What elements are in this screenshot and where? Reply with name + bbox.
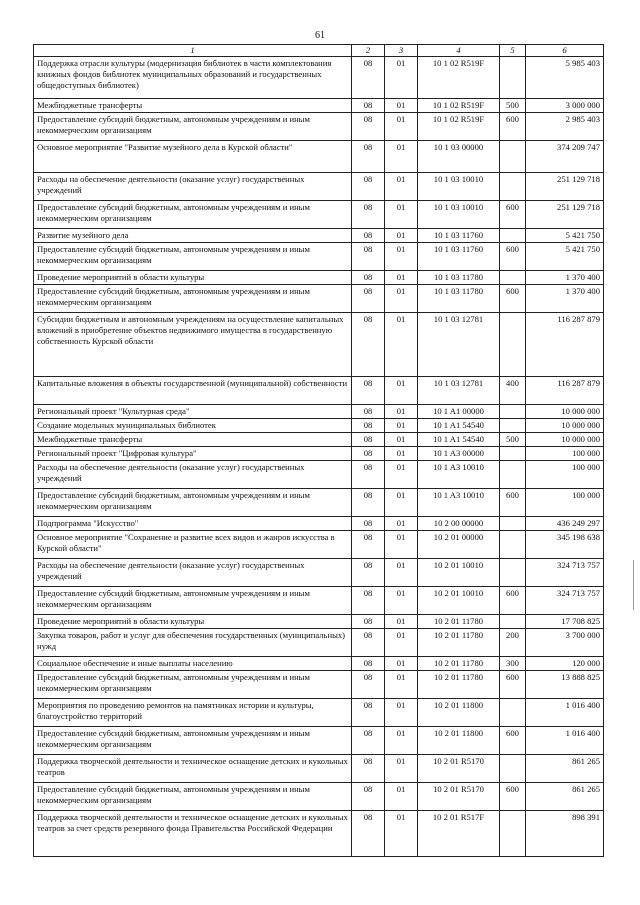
- table-row: [34, 271, 604, 285]
- row-section-cell: 08: [352, 99, 385, 113]
- table-row: [34, 447, 604, 461]
- row-section-cell: 08: [352, 517, 385, 531]
- row-expense-type-cell: 600: [500, 587, 526, 615]
- row-subsection-cell: 01: [385, 243, 418, 271]
- row-subsection-cell: 01: [385, 377, 418, 405]
- row-amount-cell: 1 370 400: [526, 285, 604, 313]
- row-subsection-cell: 01: [385, 229, 418, 243]
- row-subsection-cell: 01: [385, 313, 418, 377]
- row-amount-cell: 100 000: [526, 461, 604, 489]
- row-amount-cell: 120 000: [526, 657, 604, 671]
- row-name-cell: Поддержка творческой деятельности и техническое оснащение детских и кукольных театров за счет средств резервного фонда Правительства Российской Федерации: [34, 811, 352, 857]
- row-amount-cell: 10 000 000: [526, 419, 604, 433]
- row-section-cell: 08: [352, 313, 385, 377]
- row-name-cell: Предоставление субсидий бюджетным, автономным учреждениям и иным некоммерческим организациям: [34, 201, 352, 229]
- row-target-article-cell: 10 2 01 10010: [418, 587, 500, 615]
- row-subsection-cell: 01: [385, 141, 418, 173]
- row-amount-cell: 10 000 000: [526, 433, 604, 447]
- row-subsection-cell: 01: [385, 727, 418, 755]
- table-row: [34, 99, 604, 113]
- row-target-article-cell: 10 2 01 R5170: [418, 755, 500, 783]
- row-amount-cell: 5 421 750: [526, 243, 604, 271]
- row-subsection-cell: 01: [385, 783, 418, 811]
- row-section-cell: 08: [352, 433, 385, 447]
- row-name-cell: Межбюджетные трансферты: [34, 99, 352, 113]
- row-target-article-cell: 10 2 01 00000: [418, 531, 500, 559]
- row-expense-type-cell: 500: [500, 99, 526, 113]
- row-name-cell: Подпрограмма "Искусство": [34, 517, 352, 531]
- row-amount-cell: 1 370 400: [526, 271, 604, 285]
- row-target-article-cell: 10 2 01 11780: [418, 657, 500, 671]
- table-row: [34, 629, 604, 657]
- row-amount-cell: 5 985 403: [526, 57, 604, 99]
- row-expense-type-cell: [500, 461, 526, 489]
- table-row: [34, 489, 604, 517]
- row-expense-type-cell: [500, 811, 526, 857]
- table-row: [34, 285, 604, 313]
- row-target-article-cell: 10 1 02 R519F: [418, 57, 500, 99]
- row-section-cell: 08: [352, 285, 385, 313]
- row-amount-cell: 345 198 638: [526, 531, 604, 559]
- row-expense-type-cell: 500: [500, 433, 526, 447]
- row-target-article-cell: 10 1 03 11780: [418, 271, 500, 285]
- row-expense-type-cell: [500, 405, 526, 419]
- row-subsection-cell: 01: [385, 671, 418, 699]
- row-name-cell: Региональный проект "Цифровая культура": [34, 447, 352, 461]
- row-subsection-cell: 01: [385, 57, 418, 99]
- row-expense-type-cell: [500, 313, 526, 377]
- row-expense-type-cell: [500, 559, 526, 587]
- row-name-cell: Предоставление субсидий бюджетным, автономным учреждениям и иным некоммерческим организациям: [34, 113, 352, 141]
- row-target-article-cell: 10 1 A3 00000: [418, 447, 500, 461]
- row-section-cell: 08: [352, 727, 385, 755]
- row-section-cell: 08: [352, 419, 385, 433]
- table-row: [34, 243, 604, 271]
- row-target-article-cell: 10 2 01 11800: [418, 699, 500, 727]
- row-target-article-cell: 10 1 A1 54540: [418, 419, 500, 433]
- row-expense-type-cell: 600: [500, 285, 526, 313]
- row-name-cell: Закупка товаров, работ и услуг для обеспечения государственных (муниципальных) нужд: [34, 629, 352, 657]
- row-target-article-cell: 10 2 01 10010: [418, 559, 500, 587]
- row-section-cell: 08: [352, 559, 385, 587]
- row-section-cell: 08: [352, 783, 385, 811]
- row-subsection-cell: 01: [385, 531, 418, 559]
- row-name-cell: Расходы на обеспечение деятельности (оказание услуг) государственных учреждений: [34, 559, 352, 587]
- row-expense-type-cell: 200: [500, 629, 526, 657]
- row-target-article-cell: 10 1 A3 10010: [418, 461, 500, 489]
- row-section-cell: 08: [352, 657, 385, 671]
- row-section-cell: 08: [352, 811, 385, 857]
- row-subsection-cell: 01: [385, 559, 418, 587]
- row-section-cell: 08: [352, 271, 385, 285]
- row-expense-type-cell: 600: [500, 489, 526, 517]
- row-amount-cell: 2 985 403: [526, 113, 604, 141]
- row-expense-type-cell: 600: [500, 783, 526, 811]
- col-header-expense-type: 5: [500, 45, 526, 57]
- row-name-cell: Основное мероприятие "Сохранение и развитие всех видов и жанров искусства в Курской области": [34, 531, 352, 559]
- row-name-cell: Расходы на обеспечение деятельности (оказание услуг) государственных учреждений: [34, 461, 352, 489]
- row-expense-type-cell: 600: [500, 671, 526, 699]
- row-section-cell: 08: [352, 57, 385, 99]
- row-target-article-cell: 10 2 01 11780: [418, 671, 500, 699]
- row-target-article-cell: 10 1 A1 54540: [418, 433, 500, 447]
- row-subsection-cell: 01: [385, 615, 418, 629]
- row-section-cell: 08: [352, 243, 385, 271]
- table-row: [34, 657, 604, 671]
- row-section-cell: 08: [352, 201, 385, 229]
- row-expense-type-cell: [500, 271, 526, 285]
- table-row: [34, 531, 604, 559]
- row-amount-cell: 1 016 400: [526, 699, 604, 727]
- row-expense-type-cell: [500, 419, 526, 433]
- table-row: [34, 377, 604, 405]
- row-subsection-cell: 01: [385, 173, 418, 201]
- row-target-article-cell: 10 1 03 10010: [418, 201, 500, 229]
- row-target-article-cell: 10 2 01 R517F: [418, 811, 500, 857]
- row-section-cell: 08: [352, 531, 385, 559]
- row-name-cell: Проведение мероприятий в области культуры: [34, 271, 352, 285]
- row-name-cell: Основное мероприятие "Развитие музейного дела в Курской области": [34, 141, 352, 173]
- row-subsection-cell: 01: [385, 489, 418, 517]
- row-amount-cell: 100 000: [526, 447, 604, 461]
- table-row: [34, 755, 604, 783]
- col-header-name: 1: [34, 45, 352, 57]
- row-amount-cell: 17 708 825: [526, 615, 604, 629]
- row-target-article-cell: 10 1 02 R519F: [418, 99, 500, 113]
- row-amount-cell: 116 287 879: [526, 313, 604, 377]
- row-expense-type-cell: [500, 447, 526, 461]
- row-name-cell: Предоставление субсидий бюджетным, автономным учреждениям и иным некоммерческим организациям: [34, 489, 352, 517]
- col-header-section: 2: [352, 45, 385, 57]
- row-section-cell: 08: [352, 671, 385, 699]
- row-name-cell: Предоставление субсидий бюджетным, автономным учреждениям и иным некоммерческим организациям: [34, 587, 352, 615]
- col-header-target-article: 4: [418, 45, 500, 57]
- row-expense-type-cell: [500, 141, 526, 173]
- row-amount-cell: 374 209 747: [526, 141, 604, 173]
- row-section-cell: 08: [352, 141, 385, 173]
- table-row: [34, 517, 604, 531]
- row-expense-type-cell: [500, 517, 526, 531]
- row-subsection-cell: 01: [385, 461, 418, 489]
- row-subsection-cell: 01: [385, 811, 418, 857]
- row-target-article-cell: 10 1 A1 00000: [418, 405, 500, 419]
- row-subsection-cell: 01: [385, 99, 418, 113]
- table-row: [34, 313, 604, 377]
- row-subsection-cell: 01: [385, 405, 418, 419]
- row-expense-type-cell: [500, 755, 526, 783]
- row-section-cell: 08: [352, 587, 385, 615]
- row-target-article-cell: 10 1 03 12781: [418, 313, 500, 377]
- row-amount-cell: 116 287 879: [526, 377, 604, 405]
- table-row: [34, 783, 604, 811]
- row-amount-cell: 10 000 000: [526, 405, 604, 419]
- row-subsection-cell: 01: [385, 113, 418, 141]
- row-amount-cell: 861 265: [526, 755, 604, 783]
- row-target-article-cell: 10 2 00 00000: [418, 517, 500, 531]
- row-target-article-cell: 10 2 01 11780: [418, 629, 500, 657]
- row-amount-cell: 5 421 750: [526, 229, 604, 243]
- row-section-cell: 08: [352, 755, 385, 783]
- row-target-article-cell: 10 1 03 00000: [418, 141, 500, 173]
- row-section-cell: 08: [352, 629, 385, 657]
- row-name-cell: Проведение мероприятий в области культуры: [34, 615, 352, 629]
- row-expense-type-cell: 600: [500, 243, 526, 271]
- row-amount-cell: 861 265: [526, 783, 604, 811]
- row-name-cell: Расходы на обеспечение деятельности (оказание услуг) государственных учреждений: [34, 173, 352, 201]
- row-target-article-cell: 10 1 03 11760: [418, 243, 500, 271]
- row-section-cell: 08: [352, 405, 385, 419]
- table-row: [34, 461, 604, 489]
- row-name-cell: Межбюджетные трансферты: [34, 433, 352, 447]
- row-expense-type-cell: [500, 57, 526, 99]
- row-amount-cell: 251 129 718: [526, 173, 604, 201]
- row-name-cell: Предоставление субсидий бюджетным, автономным учреждениям и иным некоммерческим организациям: [34, 243, 352, 271]
- page-number: 61: [315, 30, 325, 41]
- row-target-article-cell: 10 2 01 11780: [418, 615, 500, 629]
- row-target-article-cell: 10 1 03 11780: [418, 285, 500, 313]
- table-row: [34, 141, 604, 173]
- row-target-article-cell: 10 2 01 11800: [418, 727, 500, 755]
- row-subsection-cell: 01: [385, 587, 418, 615]
- row-expense-type-cell: 300: [500, 657, 526, 671]
- row-subsection-cell: 01: [385, 517, 418, 531]
- table-row: [34, 587, 604, 615]
- row-section-cell: 08: [352, 489, 385, 517]
- row-target-article-cell: 10 1 03 12781: [418, 377, 500, 405]
- row-subsection-cell: 01: [385, 419, 418, 433]
- row-name-cell: Субсидии бюджетным и автономным учреждениям на осуществление капитальных вложений в приобретение объектов недвижимого имущества в государственную собственность Курской области: [34, 313, 352, 377]
- table-row: [34, 699, 604, 727]
- budget-table: [33, 44, 604, 857]
- table-row: [34, 433, 604, 447]
- table-row: [34, 559, 604, 587]
- row-expense-type-cell: 600: [500, 727, 526, 755]
- row-section-cell: 08: [352, 447, 385, 461]
- table-row: [34, 615, 604, 629]
- table-row: [34, 201, 604, 229]
- row-subsection-cell: 01: [385, 285, 418, 313]
- row-subsection-cell: 01: [385, 201, 418, 229]
- col-header-subsection: 3: [385, 45, 418, 57]
- row-amount-cell: 324 713 757: [526, 559, 604, 587]
- row-name-cell: Развитие музейного дела: [34, 229, 352, 243]
- table-row: [34, 405, 604, 419]
- row-target-article-cell: 10 1 A3 10010: [418, 489, 500, 517]
- row-amount-cell: 3 000 000: [526, 99, 604, 113]
- row-amount-cell: 100 000: [526, 489, 604, 517]
- table-row: [34, 229, 604, 243]
- row-name-cell: Предоставление субсидий бюджетным, автономным учреждениям и иным некоммерческим организациям: [34, 727, 352, 755]
- row-amount-cell: 898 391: [526, 811, 604, 857]
- table-row: [34, 727, 604, 755]
- row-target-article-cell: 10 1 03 10010: [418, 173, 500, 201]
- row-name-cell: Создание модельных муниципальных библиотек: [34, 419, 352, 433]
- row-name-cell: Социальное обеспечение и иные выплаты населению: [34, 657, 352, 671]
- row-section-cell: 08: [352, 377, 385, 405]
- row-amount-cell: 436 249 297: [526, 517, 604, 531]
- row-amount-cell: 324 713 757: [526, 587, 604, 615]
- row-section-cell: 08: [352, 615, 385, 629]
- row-expense-type-cell: [500, 615, 526, 629]
- row-name-cell: Мероприятия по проведению ремонтов на памятниках истории и культуры, благоустройство территорий: [34, 699, 352, 727]
- row-section-cell: 08: [352, 173, 385, 201]
- row-name-cell: Поддержка творческой деятельности и техническое оснащение детских и кукольных театров: [34, 755, 352, 783]
- row-subsection-cell: 01: [385, 657, 418, 671]
- row-expense-type-cell: 600: [500, 113, 526, 141]
- row-expense-type-cell: [500, 699, 526, 727]
- row-expense-type-cell: [500, 229, 526, 243]
- row-section-cell: 08: [352, 229, 385, 243]
- row-target-article-cell: 10 1 03 11760: [418, 229, 500, 243]
- row-name-cell: Капитальные вложения в объекты государственной (муниципальной) собственности: [34, 377, 352, 405]
- table-row: [34, 671, 604, 699]
- row-name-cell: Поддержка отрасли культуры (модернизация библиотек в части комплектования книжных фондов библиотек муниципальных образований и государственных общедоступных библиотек): [34, 57, 352, 99]
- row-expense-type-cell: 400: [500, 377, 526, 405]
- row-section-cell: 08: [352, 113, 385, 141]
- row-amount-cell: 251 129 718: [526, 201, 604, 229]
- row-name-cell: Предоставление субсидий бюджетным, автономным учреждениям и иным некоммерческим организациям: [34, 783, 352, 811]
- row-amount-cell: 3 700 000: [526, 629, 604, 657]
- row-name-cell: Предоставление субсидий бюджетным, автономным учреждениям и иным некоммерческим организациям: [34, 285, 352, 313]
- margin-mark: [633, 560, 634, 610]
- table-row: [34, 113, 604, 141]
- row-subsection-cell: 01: [385, 447, 418, 461]
- row-subsection-cell: 01: [385, 629, 418, 657]
- col-header-amount: 6: [526, 45, 604, 57]
- row-expense-type-cell: [500, 531, 526, 559]
- row-section-cell: 08: [352, 461, 385, 489]
- table-row: [34, 811, 604, 857]
- row-target-article-cell: 10 1 02 R519F: [418, 113, 500, 141]
- table-row: [34, 173, 604, 201]
- row-subsection-cell: 01: [385, 699, 418, 727]
- row-subsection-cell: 01: [385, 433, 418, 447]
- table-header-row: [34, 45, 604, 57]
- row-name-cell: Предоставление субсидий бюджетным, автономным учреждениям и иным некоммерческим организациям: [34, 671, 352, 699]
- table-row: [34, 57, 604, 99]
- row-subsection-cell: 01: [385, 271, 418, 285]
- table-row: [34, 419, 604, 433]
- row-amount-cell: 1 016 400: [526, 727, 604, 755]
- row-name-cell: Региональный проект "Культурная среда": [34, 405, 352, 419]
- row-amount-cell: 13 888 825: [526, 671, 604, 699]
- table-body: [34, 57, 604, 857]
- row-subsection-cell: 01: [385, 755, 418, 783]
- row-target-article-cell: 10 2 01 R5170: [418, 783, 500, 811]
- row-section-cell: 08: [352, 699, 385, 727]
- row-expense-type-cell: 600: [500, 201, 526, 229]
- row-expense-type-cell: [500, 173, 526, 201]
